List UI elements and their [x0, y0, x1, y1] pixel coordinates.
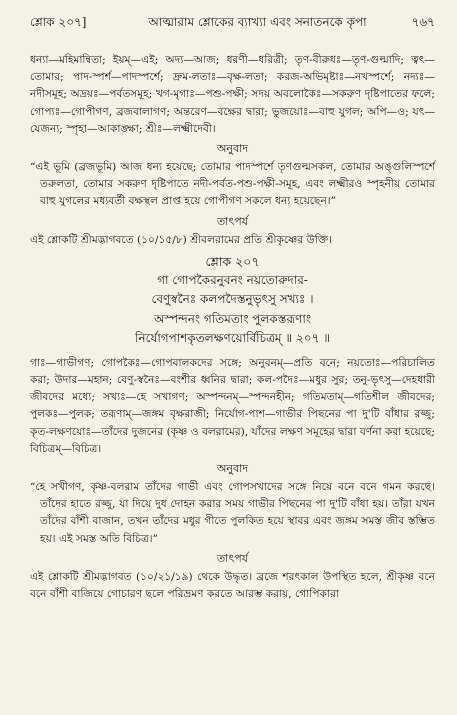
chapter-title: আত্মারাম শ্লোকের ব্যাখ্যা এবং সনাতনকে কৃপা	[148, 15, 367, 29]
verse-title: শ্লোক ২০৭	[205, 253, 260, 269]
synonyms-207: গাঃ—গাভীগণ; গোপকৈঃ—গোপবালকদের সঙ্গে; অনুবনম্—প্রতি বনে; নয়তোঃ—পরিচালিত করা; উদার—মহান; বেণু-স্বনৈঃ—বংশীর ধ্বনির দ্বারা; কল-পদৈঃ—মধুর সুর; তনু-ভৃৎসু—দেহধারী জীবদের মধ্যে; সখ্যঃ—হে সখাগণ; অস্পন্দনম্—স্পন্দনহীন; গতিমতাম্—গতিশীল জীবদের; পুলকঃ—পুলক; তরূণাম্—জঙ্গম বৃক্ষরাজী; নির্যোগ-পাশ—গাভীর পিছনের পা দু'টি বাঁধার রজ্জু; কৃত-লক্ষণয়োঃ—তাঁদের দুজনের (কৃষ্ণ ও বলরামের), যাঁদের লক্ষণ সমূহের দ্বারা বর্ণনা করা হয়েছে; বিচিত্রম্—বিচিত্র।	[30, 356, 435, 455]
verse-reference: শ্লোক ২০৭]	[30, 15, 87, 29]
running-header	[30, 14, 435, 34]
verse-line: নির্যোগপাশকৃতলক্ষণয়োর্বিচিত্রম্ ॥ ২০৭ ॥	[134, 331, 331, 346]
translation-heading: অনুবাদ	[216, 142, 249, 156]
translation-207: “হে সখীগণ, কৃষ্ণ-বলরাম তাঁদের গাভী এবং গোপসখাদের সঙ্গে নিয়ে বনে বনে গমন করছে। তাঁদের হাতে রজ্জু, যা দিয়ে দুধ দোহন করার সময় গাভীর পিছনের পা দু'টি বাঁধা হয়। তাঁরা যখন তাঁদের বাঁশী বাজান, তখন তাঁদের মধুর গীতে পুলকিত হয়ে স্থাবর এবং জঙ্গম সমস্ত জীব স্তম্ভিত হয়। এই সমস্ত অতি বিচিত্র।”	[30, 481, 435, 545]
verse-line: বেণুস্বনৈঃ কলপদৈস্তনুভৃৎসু সখ্যঃ ।	[151, 292, 314, 307]
translation-206: “এই ভূমি (ব্রজভূমি) আজ ধন্য হয়েছে; তোমার পাদস্পর্শে তৃণগুল্মসকল, তোমার অঙ্গুলিস্পর্শে তরুলতা, তোমার সকরুণ দৃষ্টিপাতে নদী-পর্বত-পশু-পক্ষী-সমূহ, এবং লক্ষ্মীরও স্পৃহনীয় তোমার বাহু যুগলের মধ্যবর্তী বক্ষস্থল প্রাপ্ত হয়ে গোপীগণ সকলে ধন্য হয়েছেন।”	[30, 161, 435, 208]
verse-line: গা গোপকৈরনুবনং নয়তোরুদার-	[157, 272, 308, 287]
purport-heading: তাৎপর্য	[216, 551, 249, 565]
purport-206: এই শ্লোকটি শ্রীমদ্ভাগবতে (১০/১৫/৮) শ্রীবলরামের প্রতি শ্রীকৃষ্ণের উক্তি।	[30, 233, 332, 246]
synonyms-206: ধন্যা—মহিমান্বিতা; ইয়ম্—এই; অদ্য—আজ; ধরণী—ধরিত্রী; তৃণ-বীরুধঃ—তৃণ-গুল্মাদি; ত্বৎ—তোমার; পাদ-স্পর্শ—পাদস্পর্শে; দ্রুম-লতাঃ—বৃক্ষ-লতা; করজ-অভিমৃষ্টাঃ—নখস্পর্শে; নদ্যঃ—নদীসমূহ; অদ্রয়ঃ—পর্বতসমূহ; খগ-মৃগাঃ—পশু-পক্ষী; সদয় অবলোকৈঃ—সকরুণ দৃষ্টিপাতের ফলে; গোপ্যঃ—গোপীগণ, ব্রজবালাগণ; অন্তরেণ—বক্ষের দ্বারা; ভুজয়োঃ—বাহু যুগল; অপি—ও; যৎ—যেজন্য; স্পৃহা—আকাঙ্ক্ষা; শ্রীঃ—লক্ষ্মীদেবী।	[30, 54, 435, 135]
verse-line: অস্পন্দনং গতিমতাং পুলকস্তরূণাং	[153, 311, 312, 326]
verse-text	[30, 271, 435, 349]
page-number: ৭৬৭	[411, 15, 435, 29]
translation-heading: অনুবাদ	[216, 462, 249, 476]
purport-heading: তাৎপর্য	[216, 214, 249, 228]
purport-207: এই শ্লোকটি শ্রীমদ্ভাগবত (১০/২১/১৯) থেকে উদ্ধৃত। ব্রজে শরৎকাল উপস্থিত হলে, শ্রীকৃষ্ণ বনে বনে বাঁশী বাজিয়ে গোচারণ ছলে পরিভ্রমণ করতে আরম্ভ করায়, গোপিকারা	[30, 570, 435, 601]
